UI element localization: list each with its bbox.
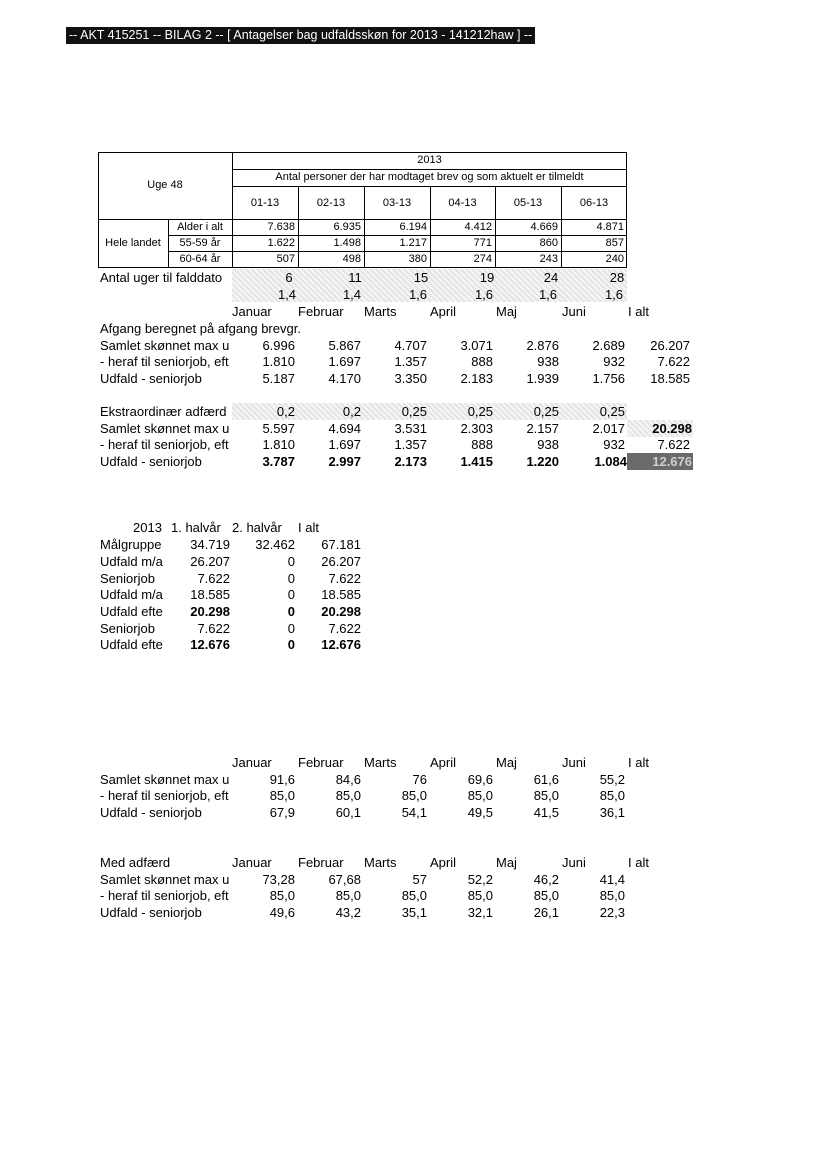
value-cell: 3.531 [394, 421, 427, 436]
value-cell: 6.996 [262, 338, 295, 353]
value-cell: 4.707 [394, 338, 427, 353]
pct-cell: 32,1 [467, 905, 493, 920]
value-cell: 1.357 [394, 354, 427, 369]
halvaar-cell: 67.181 [321, 537, 361, 552]
halvaar-cell: 7.622 [197, 571, 230, 586]
pct-cell: 85,0 [401, 788, 427, 803]
table-cell: 1.498 [333, 237, 361, 249]
pct-cell: 85,0 [599, 888, 625, 903]
pct-row-label: Samlet skønnet max u [100, 772, 230, 787]
table-cell: 857 [605, 237, 624, 249]
table-cell: 380 [408, 253, 427, 265]
pct-cell: 41,5 [533, 805, 559, 820]
region-label: Hele landet [105, 237, 161, 249]
value-cell: 2.173 [394, 454, 427, 469]
value-cell: 938 [537, 354, 559, 369]
pct-cell: 49,5 [467, 805, 493, 820]
weeks-value: 28 [609, 270, 625, 285]
halvaar-cell: 34.719 [190, 537, 230, 552]
weeks-label: Antal uger til falddato [100, 270, 223, 285]
month-header: 02-13 [316, 197, 346, 209]
pct-header: Februar [298, 855, 344, 870]
value-cell: 5.867 [328, 338, 361, 353]
factor-value: 1,6 [474, 287, 494, 302]
pct-cell: 85,0 [401, 888, 427, 903]
pct-cell: 46,2 [533, 872, 559, 887]
row-label: Samlet skønnet max u [100, 421, 230, 436]
pct-header: Marts [364, 855, 397, 870]
factor-value: 1,6 [604, 287, 624, 302]
value-cell: 2.303 [460, 421, 493, 436]
row-label: - heraf til seniorjob, eft [100, 437, 229, 452]
adfaerd-value: 0,25 [401, 404, 427, 419]
month-header: 03-13 [382, 197, 412, 209]
halvaar-row-label: Målgruppe [100, 537, 162, 552]
value-cell: 7.622 [657, 354, 690, 369]
value-cell: 932 [603, 437, 625, 452]
pct-cell: 35,1 [401, 905, 427, 920]
pct-header: Marts [364, 755, 397, 770]
row-label: Udfald - seniorjob [100, 371, 202, 386]
halvaar-cell: 7.622 [328, 571, 361, 586]
halvaar-row-label: Seniorjob [100, 571, 155, 586]
halvaar-cell: 20.298 [321, 604, 361, 619]
row-label: Samlet skønnet max u [100, 338, 230, 353]
document-header: -- AKT 415251 -- BILAG 2 -- [ Antagelser bag udfaldsskøn for 2013 - 141212haw ] -- [66, 27, 535, 44]
pct-cell: 26,1 [533, 905, 559, 920]
halvaar-cell: 7.622 [328, 621, 361, 636]
halvaar-row-label: Seniorjob [100, 621, 155, 636]
adfaerd-value: 0,25 [467, 404, 493, 419]
halvaar-cell: 0 [287, 604, 295, 619]
value-cell: 1.357 [394, 437, 427, 452]
halvaar-cell: 7.622 [197, 621, 230, 636]
pct-row-label: - heraf til seniorjob, eft [100, 888, 229, 903]
factor-value: 1,6 [408, 287, 428, 302]
weeks-value: 24 [543, 270, 559, 285]
value-cell: 1.810 [262, 437, 295, 452]
halvaar-cell: 18.585 [190, 587, 230, 602]
pct2-title: Med adfærd [100, 855, 171, 870]
halvaar-row-label: Udfald efte [100, 637, 163, 652]
pct-cell: 84,6 [335, 772, 361, 787]
pct-row-label: - heraf til seniorjob, eft [100, 788, 229, 803]
pct-row-label: Udfald - seniorjob [100, 905, 202, 920]
value-cell: 1.697 [328, 354, 361, 369]
table-cell: 7.638 [267, 221, 295, 233]
value-cell: 1.220 [526, 454, 559, 469]
halvaar-row-label: Udfald m/a [100, 554, 163, 569]
value-cell: 4.170 [328, 371, 361, 386]
pct-cell: 52,2 [467, 872, 493, 887]
pct-cell: 85,0 [533, 788, 559, 803]
pct-cell: 85,0 [335, 888, 361, 903]
adfaerd-value: 0,2 [276, 404, 295, 419]
table-cell: 243 [539, 253, 558, 265]
halvaar-cell: 12.676 [321, 637, 361, 652]
pct-cell: 61,6 [533, 772, 559, 787]
pct-header: April [430, 855, 457, 870]
value-cell: 18.585 [650, 371, 690, 386]
value-cell: 26.207 [650, 338, 690, 353]
pct-header: I alt [628, 755, 649, 770]
value-cell: 3.071 [460, 338, 493, 353]
pct-header: Maj [496, 855, 517, 870]
value-cell: 1.939 [526, 371, 559, 386]
month-header: 06-13 [579, 197, 609, 209]
table-cell: 240 [605, 253, 624, 265]
pct-cell: 85,0 [467, 888, 493, 903]
table-subtitle: Antal personer der har modtaget brev og som aktuelt er tilmeldt [275, 171, 584, 183]
adfaerd-value: 0,25 [599, 404, 625, 419]
halvaar-row-label: Udfald efte [100, 604, 163, 619]
halvaar-cell: 0 [287, 621, 295, 636]
pct-header: Maj [496, 755, 517, 770]
pct-cell: 41,4 [599, 872, 625, 887]
pct-cell: 54,1 [401, 805, 427, 820]
adfaerd-label: Ekstraordinær adfærd [100, 404, 227, 419]
halvaar-header: 2013 [133, 520, 162, 535]
pct-header: Januar [232, 855, 272, 870]
pct-header: Juni [562, 755, 586, 770]
table-cell: 498 [342, 253, 361, 265]
pct-cell: 49,6 [269, 905, 295, 920]
halvaar-cell: 18.585 [321, 587, 361, 602]
total-cell: 12.676 [652, 454, 692, 469]
halvaar-header: 2. halvår [232, 520, 282, 535]
pct-cell: 43,2 [335, 905, 361, 920]
weeks-value: 15 [413, 270, 429, 285]
pct-cell: 22,3 [599, 905, 625, 920]
pct-cell: 85,0 [269, 888, 295, 903]
halvaar-cell: 0 [287, 554, 295, 569]
table-cell: 1.217 [399, 237, 427, 249]
value-cell: 2.876 [526, 338, 559, 353]
value-cell: 888 [471, 354, 493, 369]
value-cell: 2.017 [592, 421, 625, 436]
pct-header: Januar [232, 755, 272, 770]
row-label: 55-59 år [179, 237, 221, 249]
table-cell: 771 [473, 237, 492, 249]
month-header: 01-13 [250, 197, 280, 209]
value-cell: 1.697 [328, 437, 361, 452]
factor-value: 1,4 [342, 287, 362, 302]
row-label: Udfald - seniorjob [100, 454, 202, 469]
table-cell: 4.669 [530, 221, 558, 233]
month-label: Januar [232, 304, 272, 319]
row-label: 60-64 år [179, 253, 221, 265]
halvaar-cell: 12.676 [190, 637, 230, 652]
month-label: I alt [628, 304, 649, 319]
table-cell: 6.194 [399, 221, 427, 233]
halvaar-cell: 26.207 [321, 554, 361, 569]
pct-cell: 69,6 [467, 772, 493, 787]
pct-header: Februar [298, 755, 344, 770]
table-cell: 507 [276, 253, 295, 265]
pct-cell: 85,0 [533, 888, 559, 903]
month-label: Maj [496, 304, 517, 319]
value-cell: 2.183 [460, 371, 493, 386]
pct-cell: 91,6 [269, 772, 295, 787]
factor-value: 1,4 [277, 287, 297, 302]
pct-cell: 67,9 [269, 805, 295, 820]
pct-row-label: Samlet skønnet max u [100, 872, 230, 887]
value-cell: 938 [537, 437, 559, 452]
pct-cell: 85,0 [335, 788, 361, 803]
table-cell: 860 [539, 237, 558, 249]
table-cell: 4.412 [464, 221, 492, 233]
year-label: 2013 [417, 154, 442, 166]
month-label: Februar [298, 304, 344, 319]
halvaar-header: I alt [298, 520, 319, 535]
value-cell: 1.810 [262, 354, 295, 369]
row-label: Alder i alt [177, 221, 223, 233]
row-label: - heraf til seniorjob, eft [100, 354, 229, 369]
halvaar-row-label: Udfald m/a [100, 587, 163, 602]
value-cell: 5.597 [262, 421, 295, 436]
weeks-value: 19 [479, 270, 495, 285]
value-cell: 888 [471, 437, 493, 452]
halvaar-cell: 26.207 [190, 554, 230, 569]
value-cell: 2.157 [526, 421, 559, 436]
pct-cell: 85,0 [467, 788, 493, 803]
table-cell: 4.871 [596, 221, 624, 233]
pct-header: I alt [628, 855, 649, 870]
month-label: Juni [562, 304, 586, 319]
value-cell: 3.350 [394, 371, 427, 386]
halvaar-cell: 0 [287, 587, 295, 602]
month-label: Marts [364, 304, 397, 319]
halvaar-cell: 0 [287, 571, 295, 586]
table-cell: 1.622 [267, 237, 295, 249]
weeks-value: 6 [285, 270, 293, 285]
halvaar-cell: 20.298 [190, 604, 230, 619]
halvaar-header: 1. halvår [171, 520, 221, 535]
value-cell: 1.084 [594, 454, 627, 469]
section-title: Afgang beregnet på afgang brevgr. [100, 321, 301, 336]
pct-cell: 36,1 [599, 805, 625, 820]
adfaerd-value: 0,25 [533, 404, 559, 419]
value-cell: 1.415 [460, 454, 493, 469]
uge-label: Uge 48 [147, 179, 183, 191]
adfaerd-value: 0,2 [342, 404, 361, 419]
table-cell: 274 [473, 253, 492, 265]
total-cell: 20.298 [652, 421, 692, 436]
pct-header: April [430, 755, 457, 770]
value-cell: 1.756 [592, 371, 625, 386]
pct-cell: 57 [412, 872, 427, 887]
pct-cell: 85,0 [269, 788, 295, 803]
month-header: 04-13 [448, 197, 477, 209]
pct-header: Juni [562, 855, 586, 870]
pct-row-label: Udfald - seniorjob [100, 805, 202, 820]
pct-cell: 76 [412, 772, 427, 787]
value-cell: 2.689 [592, 338, 625, 353]
table-cell: 6.935 [333, 221, 361, 233]
month-label: April [430, 304, 457, 319]
value-cell: 5.187 [262, 371, 295, 386]
pct-cell: 60,1 [335, 805, 361, 820]
value-cell: 7.622 [657, 437, 690, 452]
value-cell: 2.997 [328, 454, 361, 469]
halvaar-cell: 32.462 [255, 537, 295, 552]
halvaar-cell: 0 [287, 637, 295, 652]
pct-cell: 67,68 [328, 872, 361, 887]
month-header: 05-13 [513, 197, 543, 209]
pct-cell: 73,28 [262, 872, 295, 887]
weeks-value: 11 [348, 270, 362, 285]
factor-value: 1,6 [538, 287, 558, 302]
pct-cell: 85,0 [599, 788, 625, 803]
value-cell: 932 [603, 354, 625, 369]
pct-cell: 55,2 [599, 772, 625, 787]
value-cell: 3.787 [262, 454, 295, 469]
value-cell: 4.694 [328, 421, 361, 436]
